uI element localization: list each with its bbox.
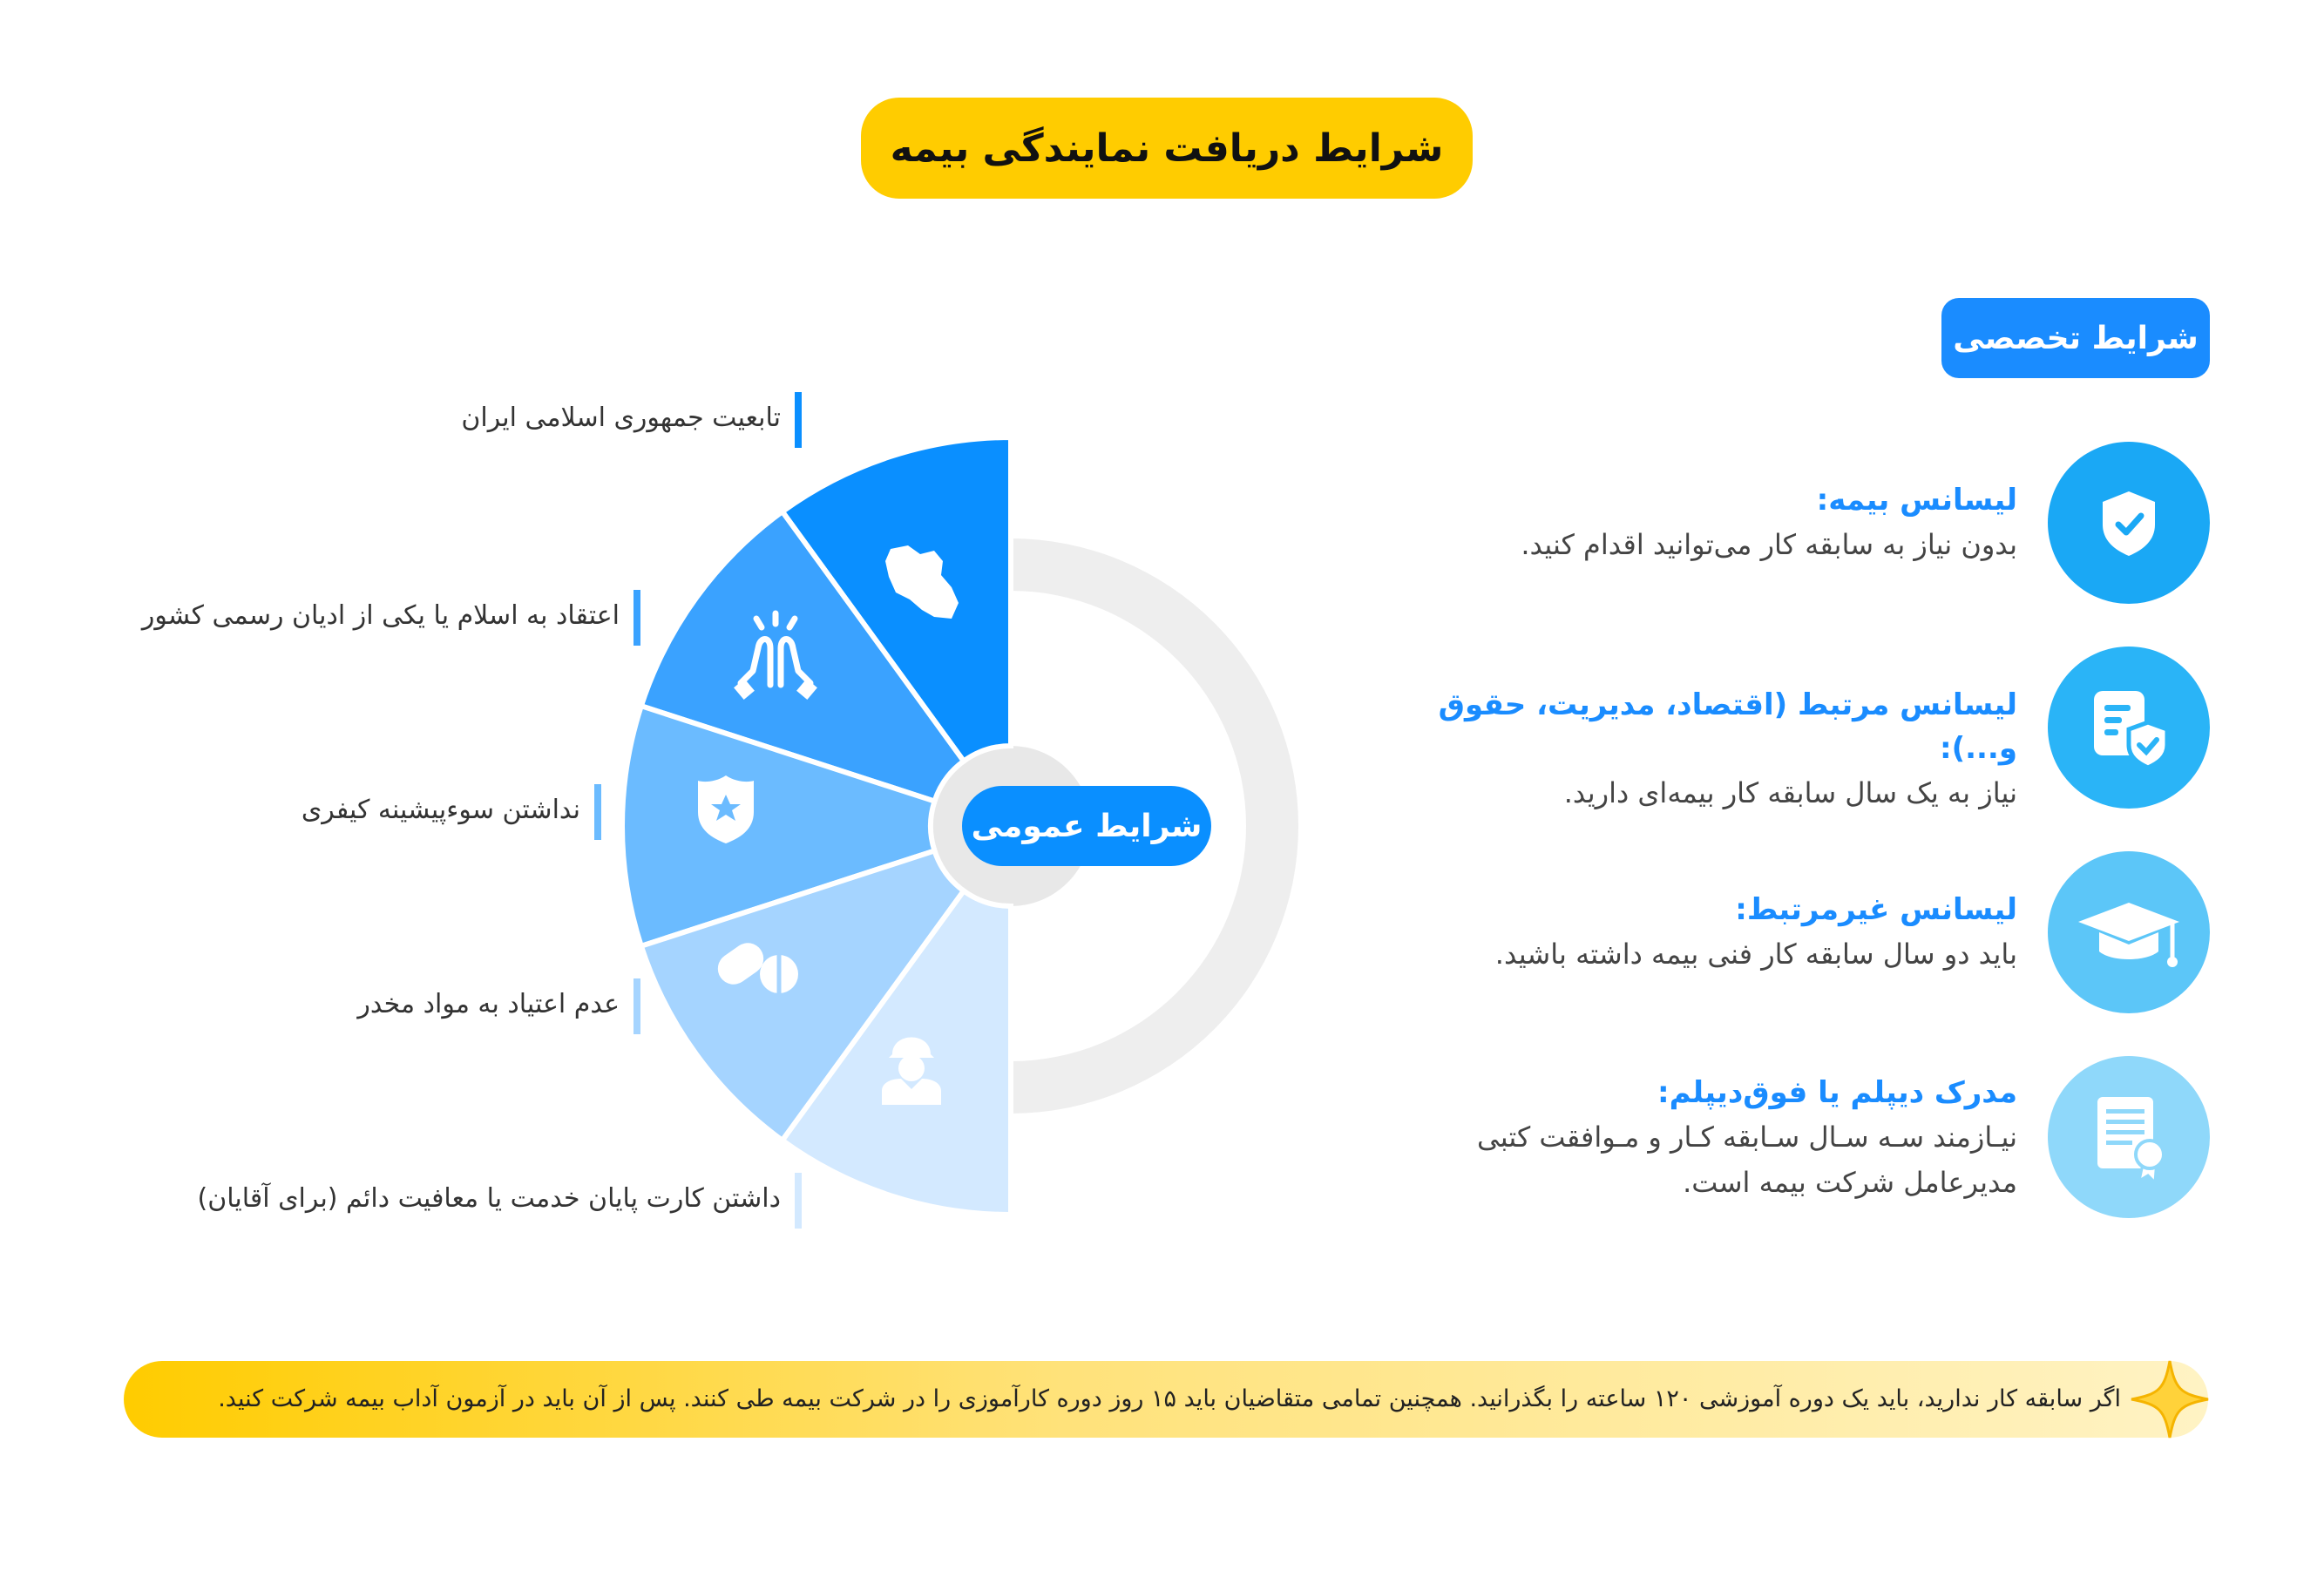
specialized-item-icon-circle: [2048, 442, 2210, 604]
specialized-item: [1355, 683, 2017, 816]
general-item-label: نداشتن سوءپیشینه کیفری: [301, 795, 580, 825]
general-conditions-label-text: شرایط عمومی: [971, 808, 1203, 844]
specialized-conditions-label: [1941, 298, 2210, 378]
specialized-item-title: لیسانس بیمه:: [1816, 483, 2017, 518]
general-item-bar: [795, 392, 802, 448]
note-banner: [124, 1361, 2208, 1438]
note-text: اگر سابقه کار ندارید، باید یک دوره آموزشی ۱۲۰ ساعته را بگذرانید. همچنین تمامی متقاضیان باید ۱۵ روز دوره کارآموزی را در شرکت بیمه طی کنند. پس از آن باید در آزمون آداب بیمه شرکت کنید.: [218, 1385, 2121, 1412]
document-shield-icon: [2081, 680, 2177, 775]
page-title-text: شرایط دریافت نمایندگی بیمه: [890, 125, 1444, 171]
graduation-cap-icon: [2072, 876, 2185, 989]
general-item-label: اعتقاد به اسلام یا یکی از ادیان رسمی کشور: [141, 600, 620, 631]
specialized-item-description: نیـازمند سـه سـال سـابقه کـار و مـوافقت کتبی: [1477, 1120, 2017, 1154]
specialized-item-icon-circle: [2048, 851, 2210, 1013]
specialized-item: [1355, 888, 2017, 977]
certificate-icon: [2081, 1085, 2177, 1189]
specialized-item-title: مدرک دیپلم یا فوق‌دیپلم:: [1657, 1074, 2017, 1110]
general-item-bar: [634, 978, 640, 1034]
general-item-label: تابعیت جمهوری اسلامی ایران: [461, 403, 781, 433]
specialized-item-icon-circle: [2048, 647, 2210, 809]
specialized-conditions-label-text: شرایط تخصصی: [1953, 320, 2199, 356]
general-item-label: عدم اعتیاد به مواد مخدر: [357, 989, 620, 1019]
shield-check-icon: [2090, 484, 2168, 562]
specialized-item-description: باید دو سال سابقه کار فنی بیمه داشته باشید.: [1494, 938, 2017, 971]
general-item-bar: [594, 784, 601, 840]
specialized-item-title: لیسانس غیرمرتبط:: [1735, 892, 2017, 927]
specialized-item-title: لیسانس مرتبط (اقتصاد، مدیریت، حقوق و...):: [1438, 687, 2017, 766]
general-item-bar: [795, 1173, 802, 1229]
sparkle-star-icon: [2126, 1356, 2213, 1443]
specialized-item-description: مدیرعامل شرکت بیمه است.: [1683, 1165, 2017, 1199]
specialized-item: [1355, 478, 2017, 567]
general-item-label: داشتن کارت پایان خدمت یا معافیت دائم (برای آقایان): [197, 1183, 781, 1214]
general-conditions-label: [962, 786, 1211, 866]
specialized-item: [1355, 1071, 2017, 1205]
specialized-item-icon-circle: [2048, 1056, 2210, 1218]
general-item-bar: [634, 590, 640, 646]
specialized-item-description: نیاز به یک سال سابقه کار بیمه‌ای دارید.: [1563, 776, 2017, 809]
specialized-item-description: بدون نیاز به سابقه کار می‌توانید اقدام کنید.: [1521, 528, 2017, 561]
